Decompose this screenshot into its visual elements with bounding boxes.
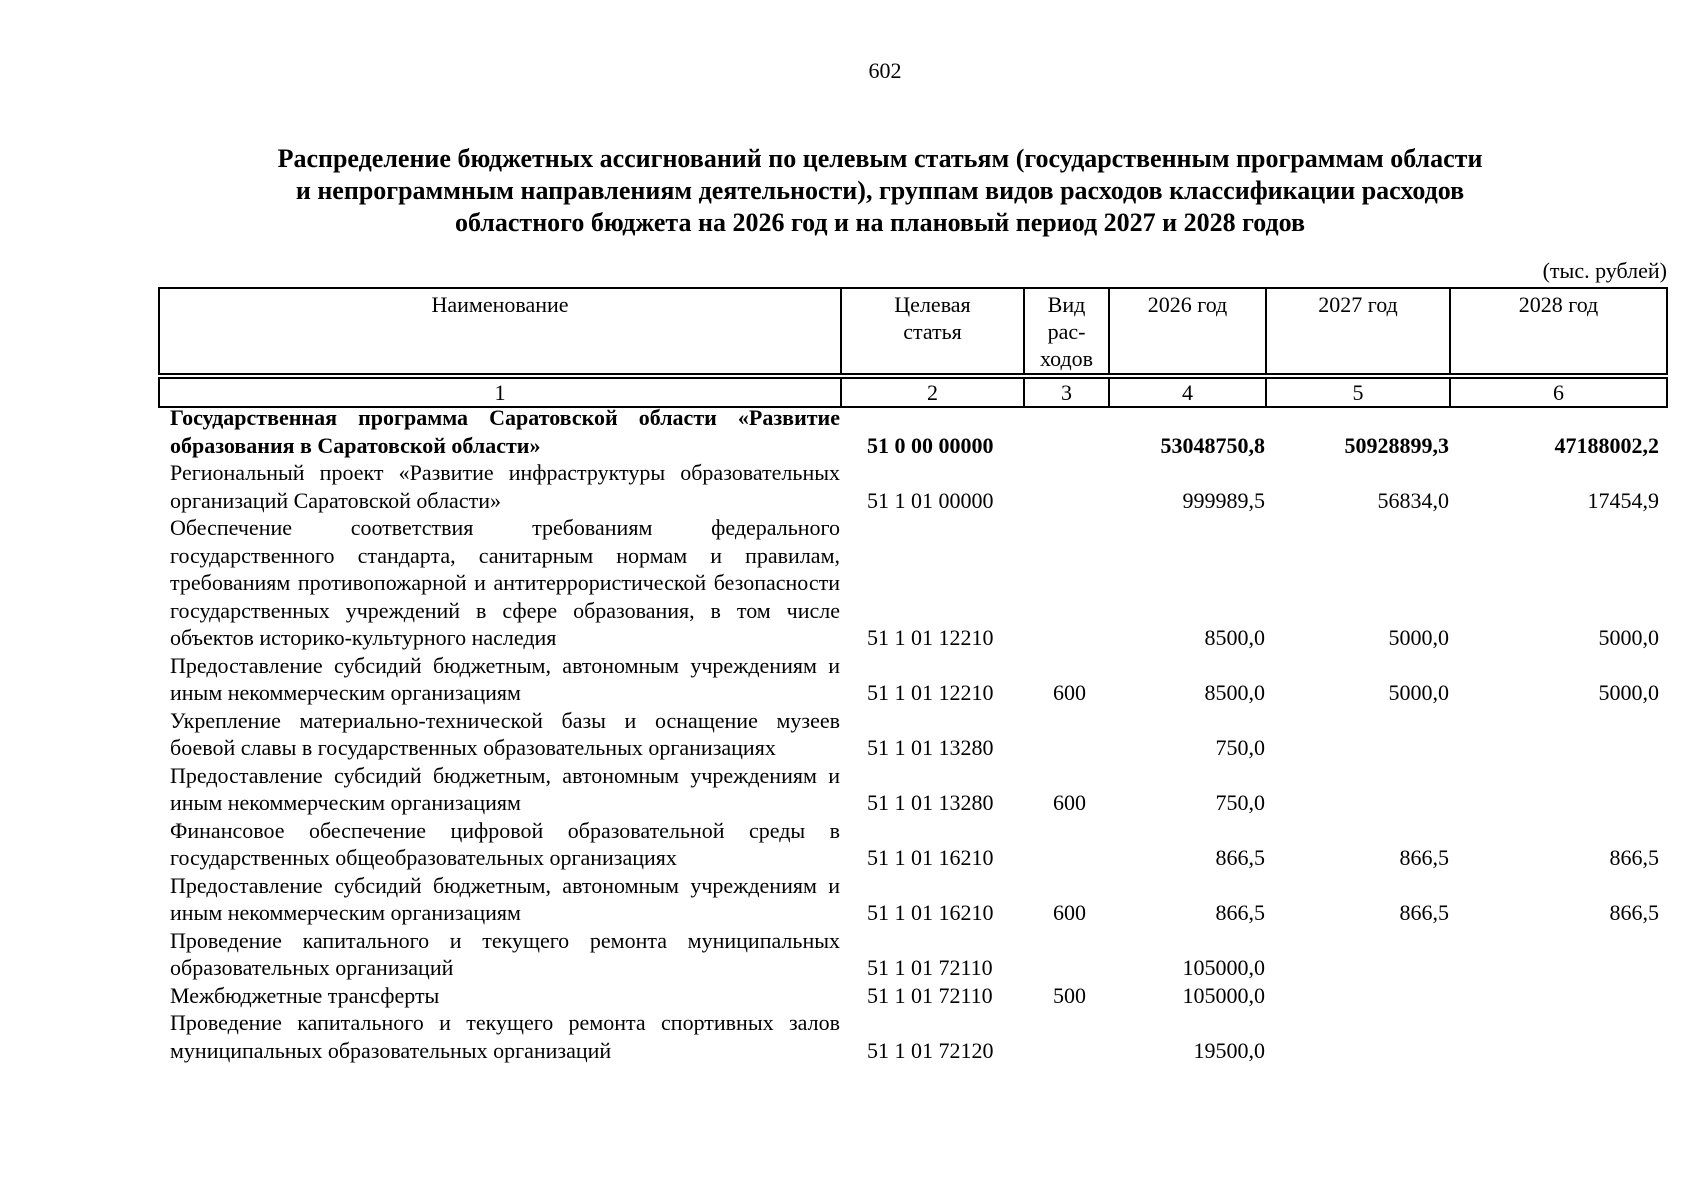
table-row — [158, 459, 1666, 514]
title-line-2: и непрограммным направлениям деятельности), группам видов расходов классификации расходов — [295, 176, 1465, 205]
column-number-5: 5 — [1266, 378, 1450, 407]
row-value-2027: 56834,0 — [1377, 487, 1449, 513]
row-value-2027: 5000,0 — [1388, 680, 1449, 705]
row-value-2028: 866,5 — [1609, 845, 1659, 870]
row-name: Проведение капитального и текущего ремонта спортивных залов муниципальных образовательных организаций — [170, 1010, 840, 1063]
table-row — [158, 707, 1666, 762]
row-expense-type: 600 — [1053, 900, 1086, 925]
column-number-6: 6 — [1450, 378, 1667, 407]
row-name: Обеспечение соответствия требованиям федерального государственного стандарта, санитарным нормам и правилам, требованиям противопожарной и антитеррористической безопасности государственных учреждений в сфере образования, в том числе объектов историко-культурного наследия — [170, 515, 840, 650]
row-name: Предоставление субсидий бюджетным, автономным учреждениям и иным некоммерческим организациям — [170, 872, 840, 925]
row-value-2027: 5000,0 — [1388, 625, 1449, 650]
row-value-2026: 8500,0 — [1204, 625, 1265, 650]
row-target-article: 51 1 01 16210 — [867, 845, 994, 870]
row-target-article: 51 1 01 12210 — [867, 625, 994, 650]
row-value-2026: 8500,0 — [1204, 680, 1265, 705]
row-target-article: 51 0 00 00000 — [867, 432, 994, 458]
row-expense-type: 600 — [1053, 680, 1086, 705]
table-row — [158, 982, 1666, 1010]
row-value-2028: 17454,9 — [1587, 487, 1659, 513]
table-row — [158, 652, 1666, 707]
row-target-article: 51 1 01 00000 — [867, 487, 994, 513]
column-number-3: 3 — [1024, 378, 1109, 407]
table-body — [158, 404, 1666, 1064]
row-value-2028: 5000,0 — [1598, 680, 1659, 705]
row-value-2026: 105000,0 — [1182, 982, 1265, 1008]
row-value-2026: 105000,0 — [1182, 955, 1265, 980]
table-row — [158, 762, 1666, 817]
row-value-2027: 866,5 — [1399, 900, 1449, 925]
header-name: Наименование — [159, 288, 841, 374]
row-value-2027: 866,5 — [1399, 845, 1449, 870]
row-value-2028: 5000,0 — [1598, 625, 1659, 650]
table-row — [158, 404, 1666, 459]
column-number-2: 2 — [841, 378, 1024, 407]
row-value-2026: 19500,0 — [1193, 1037, 1265, 1063]
table-header — [158, 287, 1668, 408]
row-target-article: 51 1 01 13280 — [867, 735, 994, 760]
header-2027: 2027 год — [1266, 288, 1450, 374]
table-row — [158, 514, 1666, 652]
page-number: 602 — [868, 58, 902, 83]
row-target-article: 51 1 01 72110 — [867, 982, 993, 1008]
header-target-article: Целевая статья — [841, 288, 1024, 374]
row-value-2026: 866,5 — [1215, 845, 1265, 870]
row-expense-type: 500 — [1053, 982, 1086, 1008]
row-name: Предоставление субсидий бюджетным, автономным учреждениям и иным некоммерческим организациям — [170, 652, 840, 705]
row-value-2026: 999989,5 — [1182, 487, 1265, 513]
row-value-2028: 47188002,2 — [1554, 432, 1659, 458]
row-value-2027: 50928899,3 — [1344, 432, 1449, 458]
row-value-2026: 750,0 — [1215, 735, 1265, 760]
row-name: Финансовое обеспечение цифровой образовательной среды в государственных общеобразовательных организациях — [170, 817, 840, 870]
row-value-2026: 750,0 — [1215, 790, 1265, 815]
row-target-article: 51 1 01 12210 — [867, 680, 994, 705]
row-name: Предоставление субсидий бюджетным, автономным учреждениям и иным некоммерческим организациям — [170, 762, 840, 815]
row-value-2026: 866,5 — [1215, 900, 1265, 925]
row-target-article: 51 1 01 16210 — [867, 900, 994, 925]
document-title — [170, 143, 1590, 239]
row-name: Проведение капитального и текущего ремонта муниципальных образовательных организаций — [170, 927, 840, 980]
table-row — [158, 1009, 1666, 1064]
header-expense-type: Вид рас- ходов — [1024, 288, 1109, 374]
table-row — [158, 927, 1666, 982]
table-row — [158, 817, 1666, 872]
column-number-4: 4 — [1109, 378, 1266, 407]
row-name: Государственная программа Саратовской области «Развитие образования в Саратовской области» — [170, 405, 840, 458]
units-label: (тыс. рублей) — [1542, 258, 1667, 283]
row-target-article: 51 1 01 72110 — [867, 955, 993, 980]
row-value-2028: 866,5 — [1609, 900, 1659, 925]
column-number-1: 1 — [159, 378, 841, 407]
row-name: Укрепление материально-технической базы и оснащение музеев боевой славы в государственных образовательных организациях — [170, 707, 840, 760]
title-line-1: Распределение бюджетных ассигнований по целевым статьям (государственным программам области — [277, 144, 1483, 173]
table-row — [158, 872, 1666, 927]
row-target-article: 51 1 01 72120 — [867, 1037, 994, 1063]
row-expense-type: 600 — [1053, 790, 1086, 815]
row-value-2026: 53048750,8 — [1160, 432, 1265, 458]
row-name: Межбюджетные трансферты — [170, 982, 440, 1008]
header-2026: 2026 год — [1109, 288, 1266, 374]
row-name: Региональный проект «Развитие инфраструктуры образовательных организаций Саратовской области» — [170, 460, 840, 513]
header-2028: 2028 год — [1450, 288, 1667, 374]
row-target-article: 51 1 01 13280 — [867, 790, 994, 815]
title-line-3: областного бюджета на 2026 год и на плановый период 2027 и 2028 годов — [454, 208, 1306, 237]
